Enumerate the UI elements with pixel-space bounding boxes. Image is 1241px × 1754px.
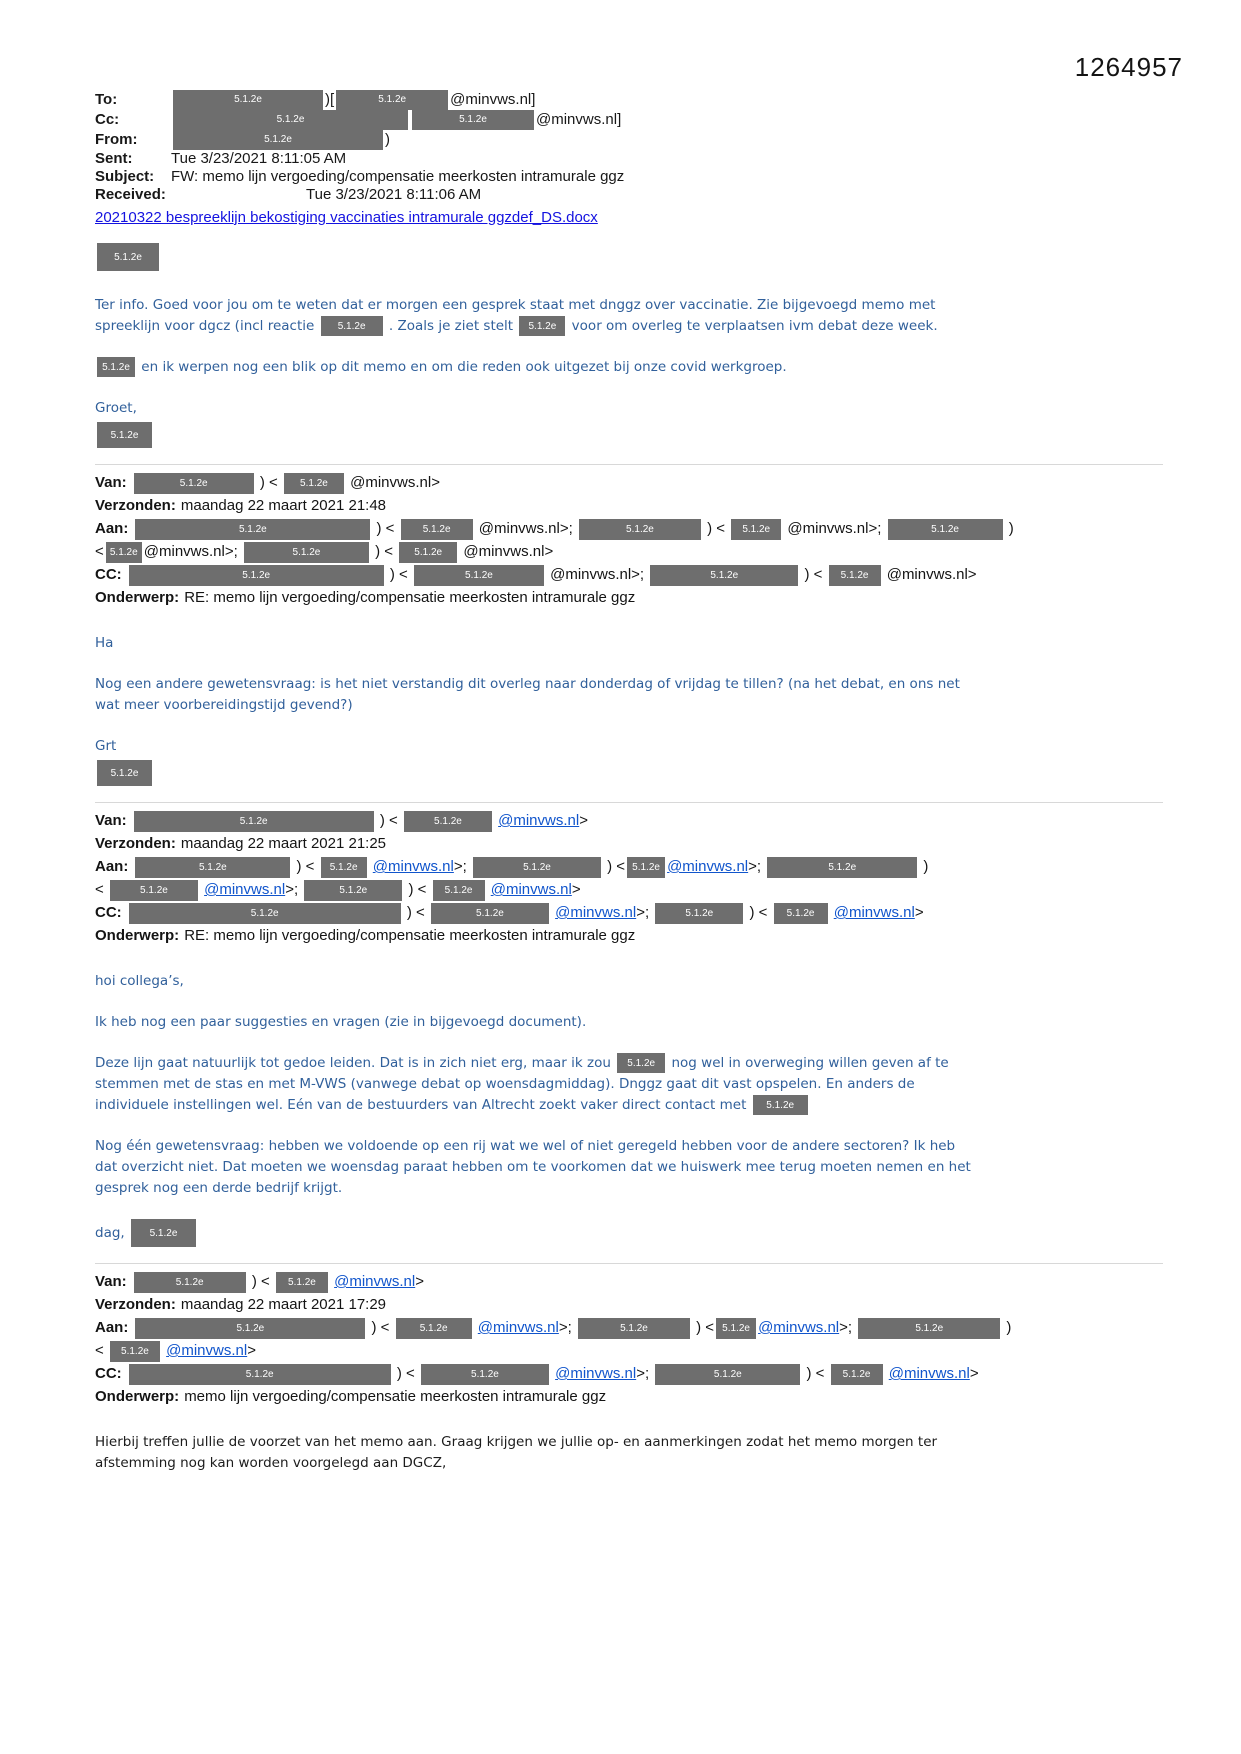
text-fragment: Nog één gewetensvraag: hebben we voldoende op een rij wat we wel of niet geregeld hebben voor de andere sectoren? Ik heb bbox=[95, 1138, 956, 1154]
text-line bbox=[95, 1178, 1175, 1199]
quoted-header-row bbox=[95, 832, 1175, 855]
text-fragment: @minvws.nl>; bbox=[143, 543, 242, 560]
quoted-header-field-label: Van: bbox=[95, 812, 127, 829]
quoted-header-field-label: Onderwerp: bbox=[95, 589, 180, 606]
redaction-box: 5.1.2e bbox=[431, 903, 549, 924]
text-fragment: ) < bbox=[375, 812, 402, 829]
redaction-box: 5.1.2e bbox=[617, 1053, 665, 1073]
redaction-box: 5.1.2e bbox=[129, 565, 384, 586]
redaction-box: 5.1.2e bbox=[731, 519, 781, 540]
email-body bbox=[95, 1432, 1175, 1474]
text-fragment: > bbox=[579, 812, 588, 829]
redaction-box: 5.1.2e bbox=[433, 880, 485, 901]
email-address-link[interactable]: @minvws.nl bbox=[888, 1365, 970, 1382]
quoted-header-field-label: Van: bbox=[95, 474, 127, 491]
text-fragment: Ha bbox=[95, 635, 114, 651]
text-fragment: voor om overleg te verplaatsen ivm debat deze week. bbox=[567, 318, 938, 334]
text-fragment: memo lijn vergoeding/compensatie meerkosten intramurale ggz bbox=[184, 1388, 607, 1405]
text-fragment: Tue 3/23/2021 8:11:06 AM bbox=[306, 186, 482, 203]
paragraph bbox=[95, 357, 1175, 378]
text-fragment: ) < bbox=[800, 566, 827, 583]
email-body bbox=[95, 971, 1175, 1247]
text-fragment: > bbox=[571, 881, 581, 898]
text-fragment: gesprek nog een derde bedrijf krijgt. bbox=[95, 1180, 343, 1196]
quoted-header-field-label: CC: bbox=[95, 566, 122, 583]
redaction-box: 5.1.2e bbox=[578, 1318, 690, 1339]
redaction-box: 5.1.2e bbox=[134, 1272, 246, 1293]
text-fragment: Tue 3/23/2021 8:11:05 AM bbox=[171, 150, 347, 167]
paragraph bbox=[95, 971, 1175, 992]
paragraph bbox=[95, 295, 1175, 337]
text-line bbox=[95, 674, 1175, 695]
quoted-header-row bbox=[95, 1339, 1175, 1362]
text-line bbox=[95, 1432, 1175, 1453]
text-fragment: ) < bbox=[691, 1319, 715, 1336]
text-fragment: en ik werpen nog een blik op dit memo en om die reden ook uitgezet bij onze covid werkgroep. bbox=[137, 359, 787, 375]
quoted-header-row bbox=[95, 494, 1175, 517]
text-fragment: afstemming nog kan worden voorgelegd aan DGCZ, bbox=[95, 1455, 447, 1471]
redaction-box: 5.1.2e bbox=[888, 519, 1003, 540]
redaction-box: 5.1.2e bbox=[579, 519, 701, 540]
quoted-header-field-label: Verzonden: bbox=[95, 497, 176, 514]
text-line bbox=[95, 1157, 1175, 1178]
redaction-box: 5.1.2e bbox=[135, 857, 290, 878]
redaction-box: 5.1.2e bbox=[284, 473, 344, 494]
redaction-box: 5.1.2e bbox=[304, 880, 402, 901]
redaction-box: 5.1.2e bbox=[321, 316, 383, 336]
text-fragment: ) bbox=[385, 131, 390, 148]
redaction-box: 5.1.2e bbox=[829, 565, 881, 586]
redaction-box: 5.1.2e bbox=[321, 857, 367, 878]
text-line bbox=[95, 1012, 1175, 1033]
quoted-header-row bbox=[95, 855, 1175, 878]
text-fragment: ) < bbox=[402, 904, 429, 921]
redaction-box: 5.1.2e bbox=[858, 1318, 1000, 1339]
text-fragment: >; bbox=[839, 1319, 857, 1336]
text-fragment: < bbox=[95, 881, 108, 898]
redaction-box: 5.1.2e bbox=[716, 1318, 756, 1339]
text-line bbox=[95, 1219, 1175, 1247]
email-body bbox=[95, 295, 1175, 419]
text-fragment: ) bbox=[1002, 1319, 1012, 1336]
email-header-row bbox=[95, 90, 1175, 110]
text-fragment: individuele instellingen wel. Eén van de bestuurders van Altrecht zoekt vaker direct contact met bbox=[95, 1097, 751, 1113]
quoted-header-field-label: Aan: bbox=[95, 1319, 129, 1336]
quoted-header-row bbox=[95, 1270, 1175, 1293]
redaction-box: 5.1.2e bbox=[399, 542, 457, 563]
redaction-box: 5.1.2e bbox=[106, 542, 142, 563]
redaction-box: 5.1.2e bbox=[97, 760, 152, 786]
text-fragment: stemmen met de stas en met M-VWS (vanwege debat op woensdagmiddag). Dnggz gaat dit vast opspelen. En anders de bbox=[95, 1076, 915, 1092]
quoted-header-field-label: CC: bbox=[95, 904, 122, 921]
quoted-header-row bbox=[95, 540, 1175, 563]
text-line bbox=[95, 295, 1175, 316]
text-line bbox=[95, 971, 1175, 992]
email-header-field-label: Received: bbox=[95, 186, 166, 203]
quoted-header-row bbox=[95, 1362, 1175, 1385]
text-fragment: >; bbox=[636, 904, 654, 921]
email-thread bbox=[95, 243, 1175, 1474]
email-address-link[interactable]: @minvws.nl bbox=[498, 812, 580, 829]
text-line bbox=[95, 398, 1175, 419]
text-fragment: dag, bbox=[95, 1225, 129, 1241]
text-fragment: Hierbij treffen jullie de voorzet van het memo aan. Graag krijgen we jullie op- en aanmerkingen zodat het memo morgen ter bbox=[95, 1434, 938, 1450]
quoted-header-field-label: Onderwerp: bbox=[95, 1388, 180, 1405]
redaction-box: 5.1.2e bbox=[336, 90, 448, 110]
email-header-field-label: Subject: bbox=[95, 168, 155, 185]
text-fragment: ) < bbox=[370, 543, 398, 560]
email-address-link[interactable]: @minvws.nl bbox=[555, 1365, 637, 1382]
text-fragment: Nog een andere gewetensvraag: is het niet verstandig dit overleg naar donderdag of vrijdag te tillen? (na het debat, en ons net bbox=[95, 676, 960, 692]
text-fragment: @minvws.nl] bbox=[450, 91, 536, 108]
text-fragment: >; bbox=[453, 858, 471, 875]
paragraph bbox=[95, 1053, 1175, 1116]
separator-line bbox=[95, 802, 1163, 803]
text-fragment: )[ bbox=[325, 91, 335, 108]
redaction-box: 5.1.2e bbox=[134, 473, 254, 494]
text-fragment: Ter info. Goed voor jou om te weten dat er morgen een gesprek staat met dnggz over vaccinatie. Zie bijgevoegd memo met bbox=[95, 297, 936, 313]
redaction-box: 5.1.2e bbox=[131, 1219, 196, 1247]
email-address-link[interactable]: @minvws.nl bbox=[490, 881, 572, 898]
signature-redaction bbox=[95, 760, 1175, 786]
text-fragment: maandag 22 maart 2021 21:25 bbox=[180, 835, 387, 852]
text-fragment: Groet, bbox=[95, 400, 137, 416]
text-fragment: >; bbox=[636, 1365, 654, 1382]
paragraph bbox=[95, 633, 1175, 654]
text-fragment: RE: memo lijn vergoeding/compensatie meerkosten intramurale ggz bbox=[184, 927, 636, 944]
email-address-link[interactable]: @minvws.nl bbox=[372, 858, 454, 875]
redaction-box: 5.1.2e bbox=[421, 1364, 549, 1385]
quoted-header-field-label: Van: bbox=[95, 1273, 127, 1290]
text-fragment: >; bbox=[748, 858, 766, 875]
email-header-field-label: From: bbox=[95, 131, 138, 148]
quoted-header-row bbox=[95, 1293, 1175, 1316]
quoted-header-field-label: Aan: bbox=[95, 858, 129, 875]
paragraph bbox=[95, 398, 1175, 419]
signature-redaction bbox=[95, 243, 1175, 271]
text-fragment: ) < bbox=[255, 474, 282, 491]
quoted-header-row bbox=[95, 878, 1175, 901]
redaction-box: 5.1.2e bbox=[173, 130, 383, 150]
quoted-header-field-label: CC: bbox=[95, 1365, 122, 1382]
email-header-row bbox=[95, 130, 1175, 150]
email-address-link[interactable]: @minvws.nl bbox=[758, 1319, 840, 1336]
redaction-box: 5.1.2e bbox=[774, 903, 828, 924]
text-fragment: @minvws.nl> bbox=[882, 566, 977, 583]
email-address-link[interactable]: @minvws.nl bbox=[477, 1319, 559, 1336]
email-header-row bbox=[95, 150, 1175, 168]
email-header-row bbox=[95, 110, 1175, 130]
text-fragment: wat meer voorbereidingstijd gevend?) bbox=[95, 697, 353, 713]
redaction-box: 5.1.2e bbox=[401, 519, 473, 540]
text-line bbox=[95, 1095, 1175, 1116]
redaction-box: 5.1.2e bbox=[655, 1364, 800, 1385]
redaction-box: 5.1.2e bbox=[655, 903, 743, 924]
text-fragment: ) < bbox=[392, 1365, 419, 1382]
quoted-header-row bbox=[95, 901, 1175, 924]
text-line bbox=[95, 633, 1175, 654]
text-fragment: maandag 22 maart 2021 21:48 bbox=[180, 497, 387, 514]
email-address-link[interactable]: @minvws.nl bbox=[555, 904, 637, 921]
redaction-box: 5.1.2e bbox=[135, 519, 370, 540]
redaction-box: 5.1.2e bbox=[97, 422, 152, 448]
text-fragment: ) bbox=[1004, 520, 1014, 537]
redaction-box: 5.1.2e bbox=[473, 857, 601, 878]
text-fragment: FW: memo lijn vergoeding/compensatie meerkosten intramurale ggz bbox=[171, 168, 625, 185]
text-line bbox=[95, 357, 1175, 378]
quoted-email-header bbox=[95, 464, 1175, 609]
quoted-header-row bbox=[95, 809, 1175, 832]
text-fragment: < bbox=[95, 543, 104, 560]
text-fragment: hoi collega’s, bbox=[95, 973, 184, 989]
text-fragment: Deze lijn gaat natuurlijk tot gedoe leiden. Dat is in zich niet erg, maar ik zou bbox=[95, 1055, 616, 1071]
text-fragment: > bbox=[415, 1273, 424, 1290]
quoted-header-row bbox=[95, 517, 1175, 540]
text-fragment: > bbox=[914, 904, 924, 921]
text-fragment: spreeklijn voor dgcz (incl reactie bbox=[95, 318, 319, 334]
text-fragment: ) < bbox=[292, 858, 319, 875]
text-fragment: nog wel in overweging willen geven af te bbox=[667, 1055, 949, 1071]
text-fragment: @minvws.nl> bbox=[459, 543, 554, 560]
quoted-header-field-label: Verzonden: bbox=[95, 835, 176, 852]
text-fragment: ) < bbox=[247, 1273, 274, 1290]
quoted-header-row bbox=[95, 1316, 1175, 1339]
email-header-field-label: Cc: bbox=[95, 111, 120, 128]
quoted-email-header bbox=[95, 802, 1175, 947]
quoted-header-field-label: Verzonden: bbox=[95, 1296, 176, 1313]
text-fragment: >; bbox=[558, 1319, 576, 1336]
paragraph bbox=[95, 1136, 1175, 1199]
text-fragment: ) < bbox=[702, 520, 730, 537]
redaction-box: 5.1.2e bbox=[396, 1318, 472, 1339]
text-fragment: ) < bbox=[602, 858, 626, 875]
redaction-box: 5.1.2e bbox=[831, 1364, 883, 1385]
email-header-field-label: To: bbox=[95, 91, 118, 108]
text-fragment: ) < bbox=[367, 1319, 394, 1336]
email-header-field-label: Sent: bbox=[95, 150, 133, 167]
paragraph bbox=[95, 1432, 1175, 1474]
redaction-box: 5.1.2e bbox=[519, 316, 565, 336]
redaction-box: 5.1.2e bbox=[414, 565, 544, 586]
redaction-box: 5.1.2e bbox=[404, 811, 492, 832]
attachment-link[interactable]: 20210322 bespreeklijn bekostiging vaccinaties intramurale ggzdef_DS.docx bbox=[95, 209, 598, 226]
quoted-header-field-label: Aan: bbox=[95, 520, 129, 537]
text-line bbox=[95, 695, 1175, 716]
redaction-box: 5.1.2e bbox=[129, 1364, 391, 1385]
redaction-box: 5.1.2e bbox=[110, 880, 198, 901]
redaction-box: 5.1.2e bbox=[173, 110, 408, 130]
text-line bbox=[95, 316, 1175, 337]
redaction-box: 5.1.2e bbox=[97, 357, 135, 377]
text-fragment: ) < bbox=[404, 881, 431, 898]
email-header-row bbox=[95, 168, 1175, 186]
text-fragment: > bbox=[247, 1342, 256, 1359]
quoted-header-row bbox=[95, 471, 1175, 494]
text-fragment: @minvws.nl] bbox=[536, 111, 622, 128]
redaction-box: 5.1.2e bbox=[110, 1341, 160, 1362]
redaction-box: 5.1.2e bbox=[173, 90, 323, 110]
redaction-box: 5.1.2e bbox=[244, 542, 369, 563]
text-line bbox=[95, 1136, 1175, 1157]
text-fragment: @minvws.nl>; bbox=[474, 520, 577, 537]
text-line bbox=[95, 736, 1175, 757]
text-fragment: ) < bbox=[385, 566, 412, 583]
redaction-box: 5.1.2e bbox=[627, 857, 665, 878]
email-address-link[interactable]: @minvws.nl bbox=[166, 1342, 248, 1359]
text-fragment: @minvws.nl>; bbox=[545, 566, 649, 583]
quoted-header-row bbox=[95, 1385, 1175, 1408]
signature-redaction bbox=[95, 422, 1175, 448]
text-line bbox=[95, 1453, 1175, 1474]
redaction-box: 5.1.2e bbox=[753, 1095, 808, 1115]
separator-line bbox=[95, 1263, 1163, 1264]
text-fragment: dat overzicht niet. Dat moeten we woensdag paraat hebben om te voorkomen dat we huiswerk mee terug moeten nemen en het bbox=[95, 1159, 971, 1175]
email-address-link[interactable]: @minvws.nl bbox=[204, 881, 286, 898]
text-fragment: Ik heb nog een paar suggesties en vragen (zie in bijgevoegd document). bbox=[95, 1014, 587, 1030]
text-fragment: @minvws.nl>; bbox=[783, 520, 886, 537]
text-fragment: ) < bbox=[802, 1365, 829, 1382]
text-fragment: Grt bbox=[95, 738, 117, 754]
redaction-box: 5.1.2e bbox=[767, 857, 917, 878]
redaction-box: 5.1.2e bbox=[135, 1318, 365, 1339]
paragraph bbox=[95, 1219, 1175, 1247]
text-line bbox=[95, 1074, 1175, 1095]
text-fragment: ) bbox=[919, 858, 929, 875]
paragraph bbox=[95, 1012, 1175, 1033]
text-fragment: > bbox=[969, 1365, 979, 1382]
quoted-header-field-label: Onderwerp: bbox=[95, 927, 180, 944]
quoted-header-row bbox=[95, 924, 1175, 947]
separator-line bbox=[95, 464, 1163, 465]
text-fragment: . Zoals je ziet stelt bbox=[384, 318, 518, 334]
text-fragment: RE: memo lijn vergoeding/compensatie meerkosten intramurale ggz bbox=[184, 589, 636, 606]
text-fragment: @minvws.nl> bbox=[345, 474, 440, 491]
redaction-box: 5.1.2e bbox=[129, 903, 401, 924]
quoted-header-row bbox=[95, 563, 1175, 586]
text-fragment: maandag 22 maart 2021 17:29 bbox=[180, 1296, 387, 1313]
redaction-box: 5.1.2e bbox=[97, 243, 159, 271]
redaction-box: 5.1.2e bbox=[412, 110, 534, 130]
email-header-row bbox=[95, 186, 1175, 204]
email-address-link[interactable]: @minvws.nl bbox=[667, 858, 749, 875]
redaction-box: 5.1.2e bbox=[134, 811, 374, 832]
text-line bbox=[95, 1053, 1175, 1074]
text-fragment: ) < bbox=[745, 904, 772, 921]
email-body bbox=[95, 633, 1175, 757]
redaction-box: 5.1.2e bbox=[650, 565, 798, 586]
paragraph bbox=[95, 674, 1175, 716]
text-fragment: >; bbox=[285, 881, 303, 898]
quoted-email-header bbox=[95, 1263, 1175, 1408]
document-id-stamp: 1264957 bbox=[1074, 52, 1183, 82]
text-fragment: ) < bbox=[372, 520, 399, 537]
quoted-header-row bbox=[95, 586, 1175, 609]
email-header bbox=[95, 90, 1175, 204]
email-address-link[interactable]: @minvws.nl bbox=[833, 904, 915, 921]
paragraph bbox=[95, 736, 1175, 757]
text-fragment: < bbox=[95, 1342, 108, 1359]
email-address-link[interactable]: @minvws.nl bbox=[334, 1273, 416, 1290]
redaction-box: 5.1.2e bbox=[276, 1272, 328, 1293]
